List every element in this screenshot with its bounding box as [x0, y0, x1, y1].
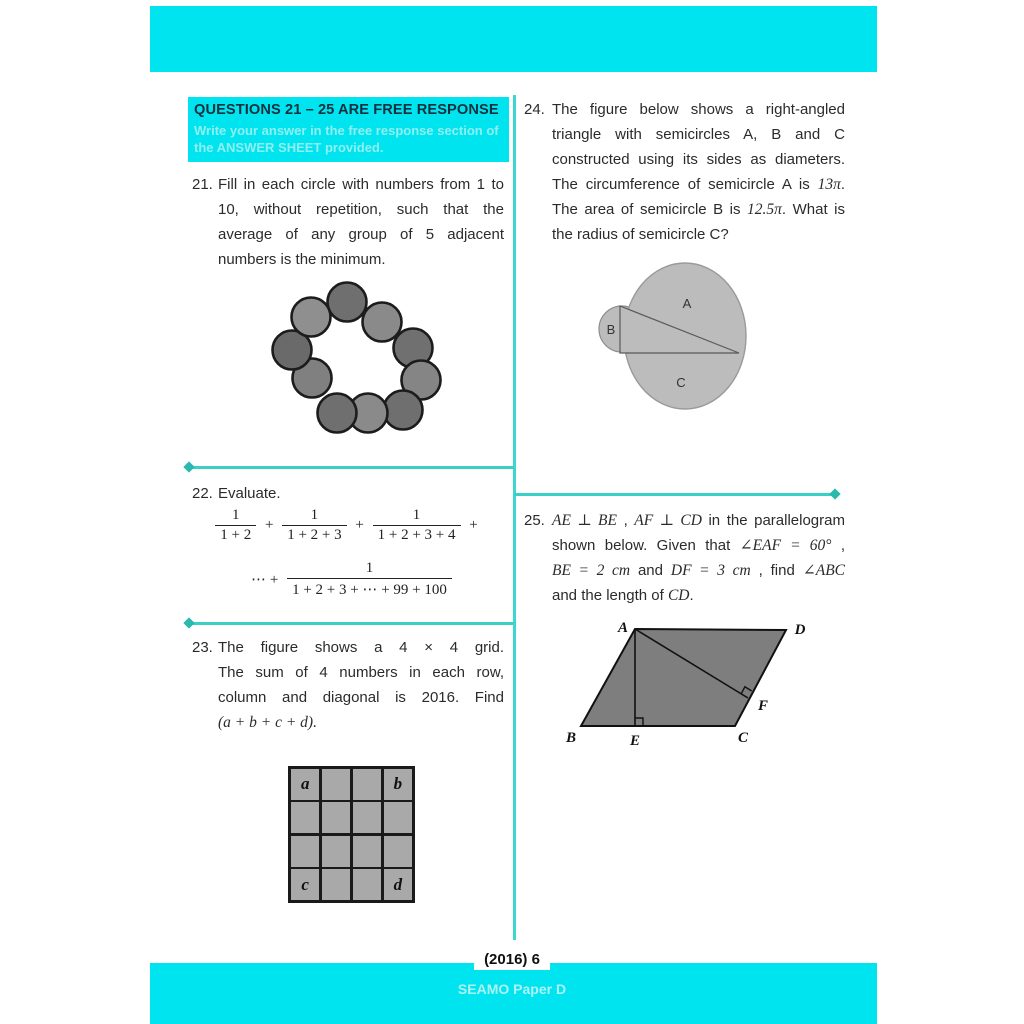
header-title: QUESTIONS 21 – 25 ARE FREE RESPONSE [194, 102, 499, 118]
question-text [218, 481, 504, 506]
body-text: . [689, 587, 694, 604]
text-line [218, 710, 504, 735]
question-22 [186, 481, 504, 506]
question-25 [520, 508, 845, 608]
text-line [552, 222, 845, 247]
section-divider-2 [188, 622, 514, 625]
label-E: E [629, 733, 641, 749]
label-B: B [565, 730, 577, 746]
body-text: and the length of [552, 587, 668, 604]
question-text [552, 97, 845, 247]
label-D: D [794, 622, 806, 638]
text-line [218, 660, 504, 685]
circle-ring-figure [270, 280, 445, 435]
free-response-header [188, 97, 509, 162]
section-divider-3 [514, 493, 836, 496]
math-text: 13π [817, 176, 841, 193]
label-C: C [676, 375, 686, 390]
text-line [552, 122, 845, 147]
fraction [287, 560, 452, 599]
numerator: 1 [282, 507, 346, 526]
math-text: DF = 3 cm [670, 562, 751, 579]
plus-operator: + [469, 517, 478, 533]
body-text: shown below. Given that [552, 537, 740, 554]
page-number: (2016) 6 [474, 950, 550, 970]
semicircles-triangle-figure [585, 250, 790, 420]
body-text: , [617, 512, 635, 529]
number-circle [363, 303, 402, 342]
text-line [218, 635, 504, 660]
label-B: B [606, 322, 616, 337]
question-number: 25. [524, 512, 545, 529]
grid-cell [384, 802, 412, 833]
math-text: 12.5π [747, 201, 782, 218]
body-text: triangle with semicircles A, B and C [552, 126, 845, 143]
text-line [552, 508, 845, 533]
plus-operator: + [355, 517, 364, 533]
body-text: Evaluate. [218, 485, 281, 502]
body-text: The figure shows a 4 × 4 grid. [218, 639, 504, 656]
numerator: 1 [215, 507, 256, 526]
body-text: The circumference of semicircle A is [552, 176, 818, 193]
text-line [218, 172, 504, 197]
text-line [218, 197, 504, 222]
math-text: AF ⊥ CD [634, 512, 702, 529]
body-text: , [831, 537, 845, 554]
text-line [552, 583, 845, 608]
body-text: Fill in each circle with numbers from 1 to [218, 176, 504, 193]
cell-letter-b: b [393, 774, 403, 794]
denominator: 1 + 2 + 3 + ⋯ + 99 + 100 [292, 582, 447, 598]
fraction [373, 507, 461, 544]
divider-diamond-icon [829, 488, 840, 499]
number-circle [328, 283, 367, 322]
body-text: column and diagonal is 2016. Find [218, 689, 504, 706]
fraction [215, 507, 256, 544]
cell-letter-c: c [301, 874, 309, 894]
body-text: The sum of 4 numbers in each row, [218, 664, 504, 681]
number-circle [384, 391, 423, 430]
denominator: 1 + 2 + 3 + 4 [377, 527, 456, 543]
text-line [218, 481, 504, 506]
section-divider-1 [188, 466, 514, 469]
question-number: 24. [524, 101, 545, 118]
question-23 [186, 635, 504, 735]
question-number: 21. [192, 176, 213, 193]
divider-diamond-icon [183, 617, 194, 628]
text-line [218, 247, 504, 272]
label-C: C [737, 730, 749, 746]
grid-4x4-figure [288, 766, 415, 903]
label-A: A [682, 296, 692, 311]
body-text: numbers is the minimum. [218, 251, 386, 268]
divider-diamond-icon [183, 461, 194, 472]
ellipsis-plus: ⋯ + [251, 572, 279, 588]
grid-cell [384, 769, 412, 800]
grid-cell [291, 802, 319, 833]
text-line [552, 97, 845, 122]
text-line [218, 222, 504, 247]
denominator: 1 + 2 + 3 [287, 527, 342, 543]
grid-cell [322, 769, 350, 800]
denominator: 1 + 2 [220, 527, 252, 543]
body-text: and [630, 562, 671, 579]
question-text [552, 508, 845, 608]
text-line [218, 685, 504, 710]
body-text: . What is [781, 201, 845, 218]
grid-cell [322, 869, 350, 900]
math-text: BE = 2 cm [552, 562, 631, 579]
text-line [552, 533, 845, 558]
body-text: 10, without repetition, such that the [218, 201, 504, 218]
body-text: The area of semicircle B is [552, 201, 748, 218]
body-text: constructed using its sides as diameters. [552, 151, 845, 168]
number-circle [318, 394, 357, 433]
body-text: average of any group of 5 adjacent [218, 226, 504, 243]
numerator: 1 [287, 560, 452, 579]
body-text: in the parallelogram [701, 512, 845, 529]
grid-cell [291, 769, 319, 800]
math-text: ∠ABC [802, 562, 845, 579]
plus-operator: + [265, 517, 274, 533]
label-A: A [617, 620, 629, 636]
text-line [552, 197, 845, 222]
column-divider [513, 95, 516, 940]
header-subtitle: Write your answer in the free response section of the ANSWER SHEET provided. [194, 123, 499, 155]
question-number: 23. [192, 639, 213, 656]
footer-brand: SEAMO Paper D [457, 981, 567, 997]
grid-cell [353, 802, 381, 833]
question-24 [520, 97, 845, 247]
body-text: . [840, 176, 845, 193]
grid-cell [353, 836, 381, 867]
math-text: ∠EAF = 60° [739, 537, 832, 554]
label-F: F [757, 698, 769, 714]
math-text: CD [667, 587, 690, 604]
top-banner-bar [150, 6, 877, 72]
number-circle [292, 298, 331, 337]
parallelogram-figure [558, 616, 813, 754]
text-line [552, 558, 845, 583]
cell-letter-a: a [300, 774, 310, 794]
question-text [218, 635, 504, 735]
grid-cell [291, 836, 319, 867]
question-21 [186, 172, 504, 272]
body-text: The figure below shows a right-angled [552, 101, 845, 118]
grid-cell [353, 769, 381, 800]
grid-cell [322, 836, 350, 867]
q22-formula-line-1 [186, 507, 512, 544]
question-text [218, 172, 504, 272]
q22-formula-line-2 [186, 560, 512, 599]
grid-cell [291, 869, 319, 900]
text-line [552, 147, 845, 172]
text-line [552, 172, 845, 197]
question-number: 22. [192, 485, 213, 502]
math-text: (a + b + c + d). [218, 714, 317, 731]
grid-cell [353, 869, 381, 900]
grid-cell [384, 869, 412, 900]
body-text: , find [750, 562, 803, 579]
body-text: the radius of semicircle C? [552, 226, 729, 243]
parallelogram-ABCD [581, 629, 786, 726]
cell-letter-d: d [393, 874, 403, 894]
fraction [282, 507, 346, 544]
grid-cell [322, 802, 350, 833]
numerator: 1 [373, 507, 461, 526]
math-text: AE ⊥ BE [552, 512, 617, 529]
grid-cell [384, 836, 412, 867]
